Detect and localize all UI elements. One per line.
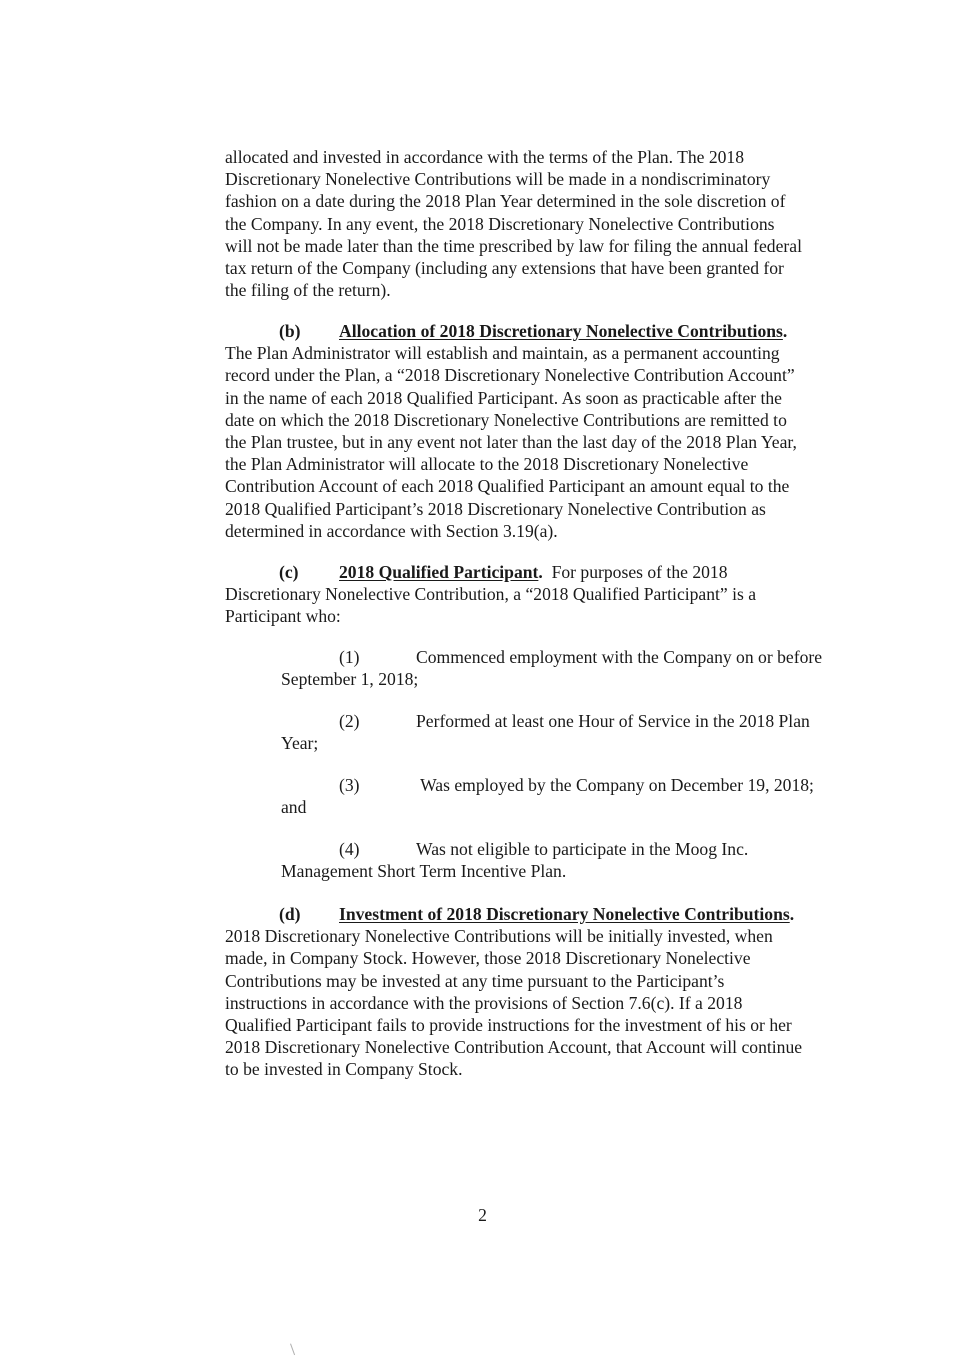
- paragraph-line: 2018 Qualified Participant’s 2018 Discretionary Nonelective Contribution as: [225, 498, 766, 519]
- opening-paragraph: [225, 146, 865, 301]
- paragraph-line: made, in Company Stock. However, those 2018 Discretionary Nonelective: [225, 948, 751, 969]
- list-item-continuation: September 1, 2018;: [281, 669, 419, 690]
- paragraph-line: Qualified Participant fails to provide instructions for the investment of his or her: [225, 1015, 792, 1036]
- paragraph-line: in the name of each 2018 Qualified Participant. As soon as practicable after the: [225, 387, 782, 408]
- paragraph-line: will not be made later than the time prescribed by law for filing the annual federal: [225, 235, 802, 256]
- section-c-heading: 2018 Qualified Participant: [339, 562, 539, 582]
- paragraph-line: Discretionary Nonelective Contribution, a “2018 Qualified Participant” is a: [225, 584, 757, 605]
- paragraph-line: date on which the 2018 Discretionary Nonelective Contributions are remitted to: [225, 409, 787, 430]
- section-c-heading-line: [225, 561, 865, 583]
- list-item-text: Commenced employment with the Company on or before: [416, 647, 823, 667]
- paragraph-line: Discretionary Nonelective Contributions will be made in a nondiscriminatory: [225, 169, 771, 190]
- list-item-label: (2): [339, 711, 360, 731]
- section-c-heading-end: .: [538, 562, 543, 582]
- list-item: [281, 646, 881, 690]
- paragraph-line: record under the Plan, a “2018 Discretionary Nonelective Contribution Account”: [225, 365, 795, 386]
- section-b-heading-end: .: [782, 321, 788, 341]
- list-item-text: Performed at least one Hour of Service in the 2018 Plan: [416, 711, 810, 731]
- section-c: [225, 561, 865, 628]
- section-b-label: (b): [279, 321, 301, 341]
- list-item-continuation: Management Short Term Incentive Plan.: [281, 861, 567, 882]
- section-d-heading: Investment of 2018 Discretionary Nonelective Contributions: [339, 904, 790, 924]
- paragraph-line: Contribution Account of each 2018 Qualified Participant an amount equal to the: [225, 476, 790, 497]
- paragraph-line: the Plan trustee, but in any event not later than the last day of the 2018 Plan Year,: [225, 432, 797, 453]
- section-c-first-line-rest: For purposes of the 2018: [542, 562, 728, 582]
- list-item-text: Was employed by the Company on December 19, 2018;: [416, 775, 814, 795]
- scan-mark: [290, 1343, 297, 1355]
- section-d-label: (d): [279, 904, 301, 924]
- paragraph-line: tax return of the Company (including any extensions that have been granted for: [225, 258, 784, 279]
- paragraph-line: fashion on a date during the 2018 Plan Year determined in the sole discretion of: [225, 191, 786, 212]
- paragraph-line: The Plan Administrator will establish and maintain, as a permanent accounting: [225, 343, 780, 364]
- list-item-continuation: and: [281, 797, 307, 818]
- paragraph-line: allocated and invested in accordance with the terms of the Plan. The 2018: [225, 147, 745, 167]
- paragraph-line: to be invested in Company Stock.: [225, 1059, 463, 1080]
- section-d: [225, 903, 865, 1081]
- paragraph-line: determined in accordance with Section 3.19(a).: [225, 520, 558, 541]
- list-item-text: Was not eligible to participate in the Moog Inc.: [416, 839, 749, 859]
- list-item: [281, 710, 881, 754]
- paragraph-line: Participant who:: [225, 606, 341, 627]
- list-item-label: (3): [339, 775, 360, 795]
- section-b-heading-line: [225, 320, 865, 342]
- section-b: [225, 320, 865, 542]
- page-number: 2: [478, 1205, 487, 1225]
- list-item: [281, 838, 881, 882]
- section-c-label: (c): [279, 562, 299, 582]
- list-item-label: (4): [339, 839, 360, 859]
- paragraph-line: instructions in accordance with the provisions of Section 7.6(c). If a 2018: [225, 992, 743, 1013]
- paragraph-line: the Company. In any event, the 2018 Discretionary Nonelective Contributions: [225, 213, 775, 234]
- paragraph-line: the filing of the return).: [225, 280, 391, 301]
- section-d-heading-line: [225, 903, 865, 925]
- list-item: [281, 774, 881, 818]
- paragraph-line: Contributions may be invested at any time pursuant to the Participant’s: [225, 970, 725, 991]
- paragraph-line: 2018 Discretionary Nonelective Contribution Account, that Account will continue: [225, 1037, 803, 1058]
- section-d-heading-end: .: [789, 904, 795, 924]
- section-b-heading: Allocation of 2018 Discretionary Nonelective Contributions: [339, 321, 783, 341]
- list-item-continuation: Year;: [281, 733, 319, 754]
- list-item-label: (1): [339, 647, 360, 667]
- paragraph-line: the Plan Administrator will allocate to the 2018 Discretionary Nonelective: [225, 454, 749, 475]
- paragraph-line: 2018 Discretionary Nonelective Contributions will be initially invested, when: [225, 926, 773, 947]
